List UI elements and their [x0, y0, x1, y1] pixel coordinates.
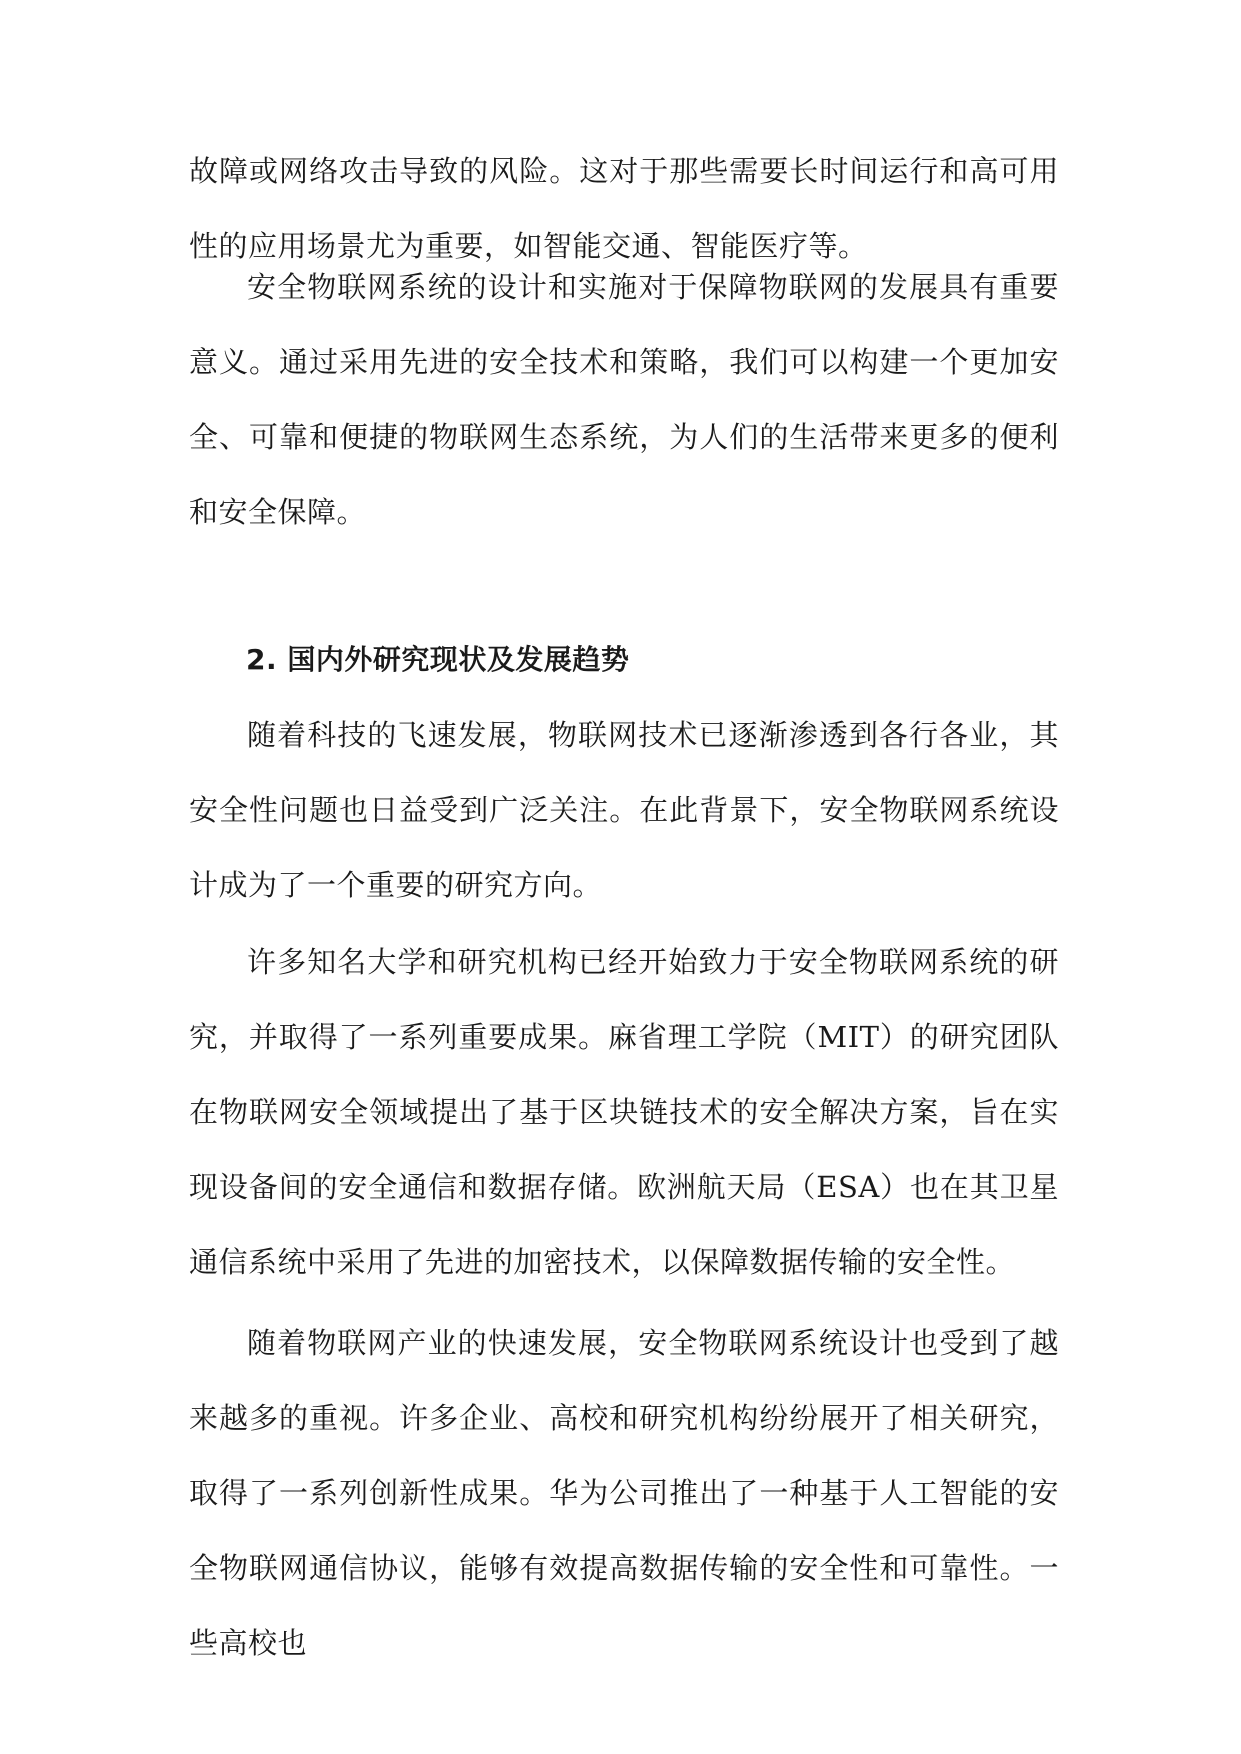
- paragraph-risk-continuation: 故障或网络攻击导致的风险。这对于那些需要长时间运行和高可用性的应用场景尤为重要，如智能交通、智能医疗等。: [189, 154, 1059, 263]
- paragraph-domestic-research: 随着物联网产业的快速发展，安全物联网系统设计也受到了越来越多的重视。许多企业、高校和研究机构纷纷展开了相关研究，取得了一系列创新性成果。华为公司推出了一种基于人工智能的安全物联网通信协议，能够有效提高数据传输的安全性和可靠性。一些高校也: [189, 1326, 1059, 1660]
- paragraph-research-background: 随着科技的飞速发展，物联网技术已逐渐渗透到各行各业，其安全性问题也日益受到广泛关注。在此背景下，安全物联网系统设计成为了一个重要的研究方向。: [189, 718, 1059, 902]
- paragraph-significance: 安全物联网系统的设计和实施对于保障物联网的发展具有重要意义。通过采用先进的安全技术和策略，我们可以构建一个更加安全、可靠和便捷的物联网生态系统，为人们的生活带来更多的便利和安全保障。: [189, 270, 1059, 529]
- paragraph-international-research: 许多知名大学和研究机构已经开始致力于安全物联网系统的研究，并取得了一系列重要成果。麻省理工学院（MIT）的研究团队在物联网安全领域提出了基于区块链技术的安全解决方案，旨在实现设备间的安全通信和数据存储。欧洲航天局（ESA）也在其卫星通信系统中采用了先进的加密技术，以保障数据传输的安全性。: [189, 945, 1059, 1279]
- section-heading: 2. 国内外研究现状及发展趋势: [246, 643, 630, 676]
